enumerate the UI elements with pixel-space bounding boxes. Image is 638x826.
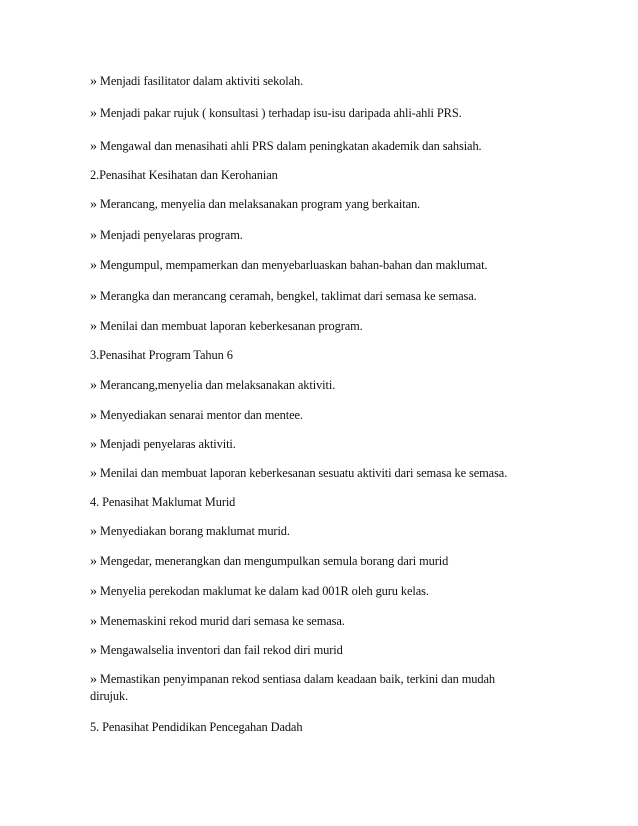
bullet-marker: »: [90, 554, 97, 569]
section-heading: 3.Penasihat Program Tahun 6: [90, 348, 233, 362]
list-item-text: Memastikan penyimpanan rekod sentiasa dalam keadaan baik, terkini dan mudah dirujuk.: [90, 672, 495, 703]
bullet-marker: »: [90, 228, 97, 243]
list-item: [90, 407, 550, 424]
list-item: [90, 288, 550, 305]
bullet-marker: »: [90, 378, 97, 393]
bullet-marker: »: [90, 584, 97, 599]
list-item: [90, 318, 550, 335]
list-item-text: Menyediakan borang maklumat murid.: [99, 524, 290, 538]
list-item-text: Menjadi pakar rujuk ( konsultasi ) terhadap isu-isu daripada ahli-ahli PRS.: [99, 106, 462, 120]
bullet-marker: »: [90, 672, 97, 687]
bullet-marker: »: [90, 106, 97, 121]
list-item: [90, 671, 530, 704]
bullet-marker: »: [90, 466, 97, 481]
bullet-marker: »: [90, 643, 97, 658]
list-item-text: Merancang,menyelia dan melaksanakan aktiviti.: [99, 378, 336, 392]
list-item: [90, 553, 550, 570]
list-item: [90, 138, 550, 155]
list-item-text: Menemaskini rekod murid dari semasa ke semasa.: [99, 614, 345, 628]
list-item-text: Menilai dan membuat laporan keberkesanan program.: [99, 319, 363, 333]
bullet-marker: »: [90, 524, 97, 539]
list-item-text: Menyediakan senarai mentor dan mentee.: [99, 408, 303, 422]
list-item-text: Merangka dan merancang ceramah, bengkel, taklimat dari semasa ke semasa.: [99, 289, 477, 303]
list-item-text: Menjadi penyelaras aktiviti.: [99, 437, 236, 451]
bullet-marker: »: [90, 74, 97, 89]
bullet-marker: »: [90, 258, 97, 273]
list-item-text: Merancang, menyelia dan melaksanakan program yang berkaitan.: [99, 197, 421, 211]
list-item: [90, 523, 550, 540]
list-item: [90, 465, 550, 482]
list-item-text: Menjadi fasilitator dalam aktiviti sekolah.: [99, 74, 304, 88]
list-item-text: Mengawal dan menasihati ahli PRS dalam peningkatan akademik dan sahsiah.: [99, 139, 482, 153]
section-heading: 2.Penasihat Kesihatan dan Kerohanian: [90, 168, 278, 182]
list-item: [90, 196, 550, 213]
list-item-text: Mengumpul, mempamerkan dan menyebarluaskan bahan-bahan dan maklumat.: [99, 258, 488, 272]
bullet-marker: »: [90, 614, 97, 629]
bullet-marker: »: [90, 197, 97, 212]
list-item-text: Menyelia perekodan maklumat ke dalam kad 001R oleh guru kelas.: [99, 584, 429, 598]
list-item: [90, 613, 550, 630]
bullet-marker: »: [90, 437, 97, 452]
bullet-marker: »: [90, 319, 97, 334]
list-item: [90, 227, 550, 244]
list-item: [90, 73, 550, 90]
bullet-marker: »: [90, 139, 97, 154]
section-heading: 4. Penasihat Maklumat Murid: [90, 495, 236, 509]
list-item: [90, 642, 550, 659]
list-item-text: Mengedar, menerangkan dan mengumpulkan semula borang dari murid: [99, 554, 449, 568]
list-item-text: Menjadi penyelaras program.: [99, 228, 243, 242]
bullet-marker: »: [90, 289, 97, 304]
list-item: [90, 105, 550, 122]
list-item: [90, 583, 550, 600]
bullet-marker: »: [90, 408, 97, 423]
section-heading: 5. Penasihat Pendidikan Pencegahan Dadah: [90, 720, 303, 734]
list-item: [90, 436, 550, 453]
list-item: [90, 257, 550, 274]
list-item-text: Menilai dan membuat laporan keberkesanan sesuatu aktiviti dari semasa ke semasa.: [99, 466, 508, 480]
list-item-text: Mengawalselia inventori dan fail rekod diri murid: [99, 643, 343, 657]
list-item: [90, 377, 550, 394]
